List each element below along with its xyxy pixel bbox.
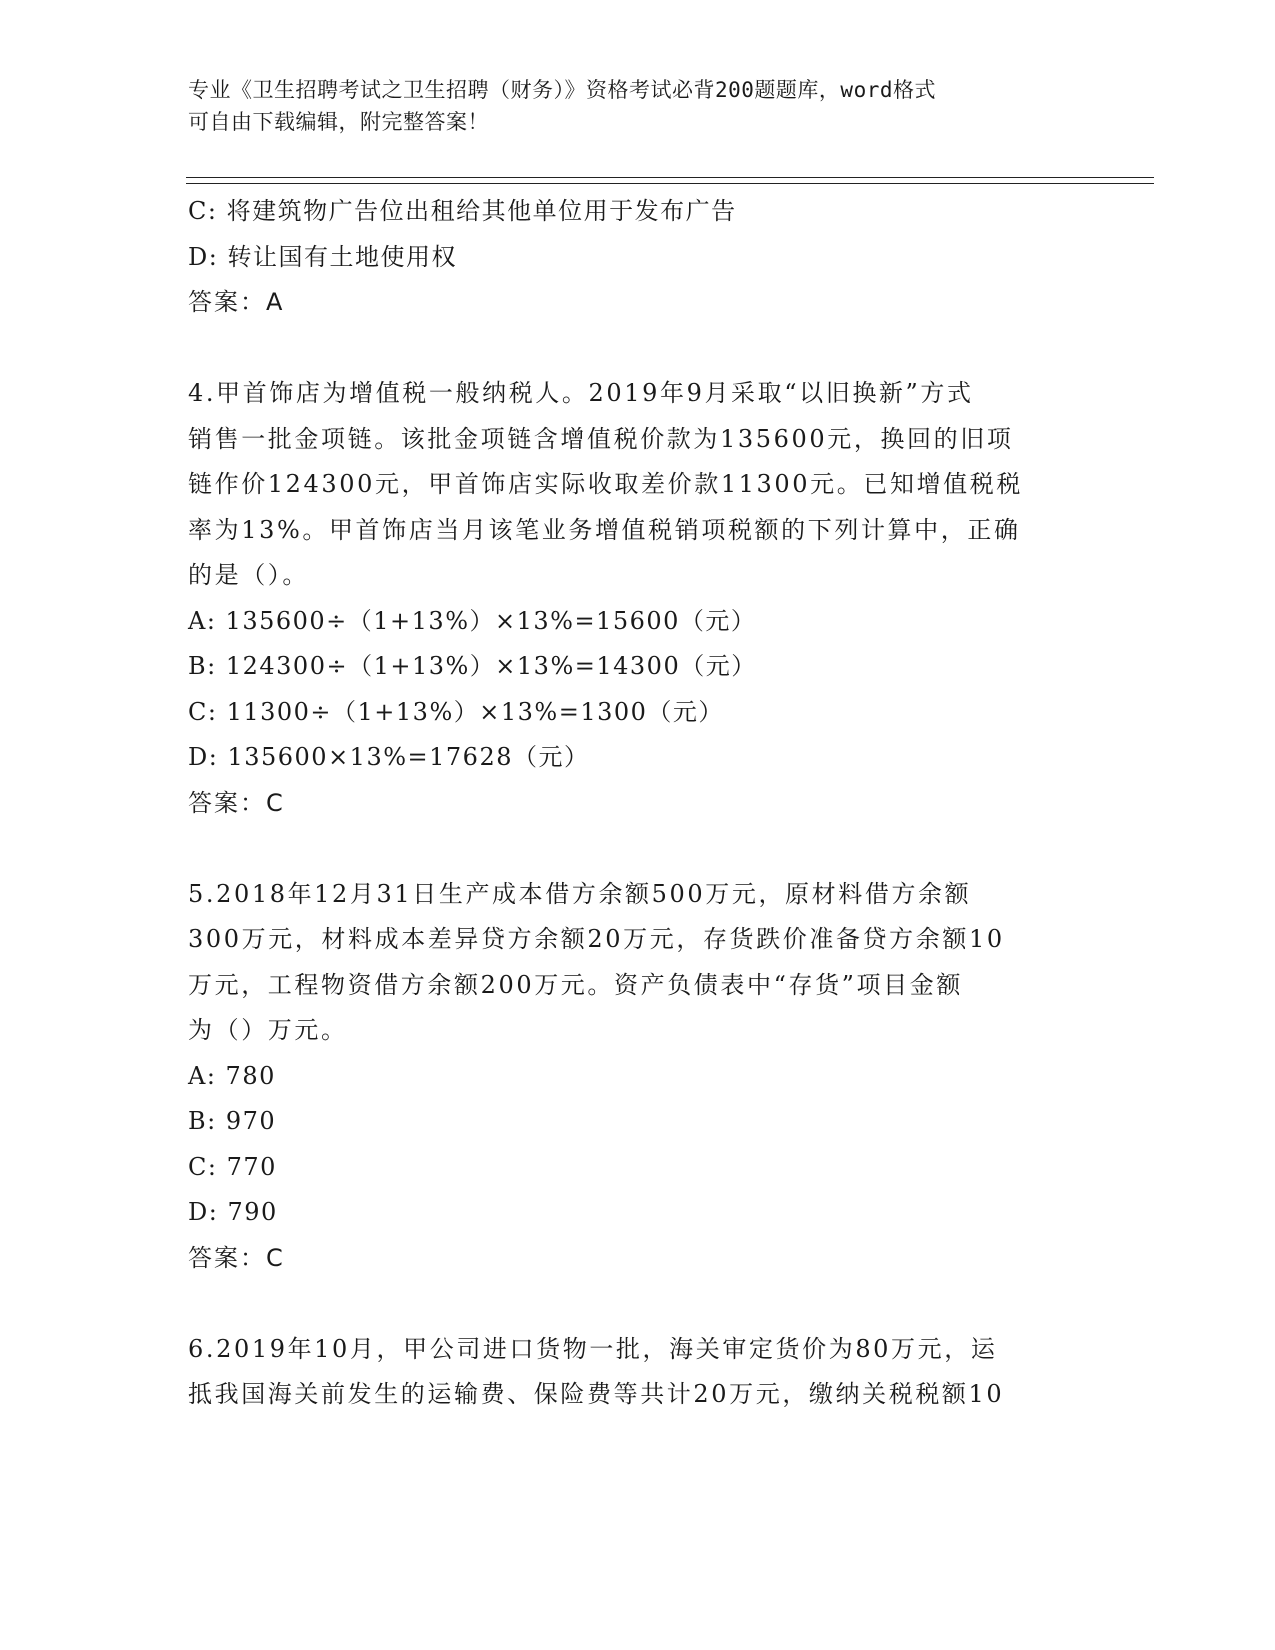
document-body (188, 189, 1088, 1418)
question-stem-line: 4.甲首饰店为增值税一般纳税人。2019年9月采取“以旧换新”方式 (188, 379, 974, 407)
question-3-tail (188, 189, 1088, 326)
question-4 (188, 371, 1088, 826)
option-a: A: 780 (188, 1061, 276, 1090)
header-divider-top (186, 177, 1154, 178)
header-title-line-1: 专业《卫生招聘考试之卫生招聘（财务）》资格考试必背200题题库，word格式 (188, 78, 936, 102)
header-divider-bottom (186, 183, 1154, 184)
question-stem-line: 率为13%。甲首饰店当月该笔业务增值税销项税额的下列计算中，正确 (188, 515, 1021, 544)
question-stem-line: 的是（）。 (188, 561, 309, 589)
option-d: D: 790 (188, 1198, 278, 1226)
spacer (188, 1281, 1088, 1327)
question-stem-line: 6.2019年10月，甲公司进口货物一批，海关审定货价为80万元，运 (188, 1334, 998, 1363)
answer-line: 答案：C (188, 788, 285, 817)
option-c: C: 770 (188, 1152, 277, 1181)
answer-line: 答案：C (188, 1243, 285, 1272)
question-6 (188, 1327, 1088, 1418)
header-title-line-2: 可自由下载编辑，附完整答案！ (188, 110, 489, 134)
question-stem-line: 5.2018年12月31日生产成本借方余额500万元，原材料借方余额 (188, 879, 972, 908)
option-a: A: 135600÷（1+13%）×13%=15600（元） (188, 606, 757, 635)
answer-line: 答案：A (188, 288, 285, 316)
document-header (188, 74, 1088, 138)
question-5 (188, 872, 1088, 1282)
option-c: C: 将建筑物广告位出租给其他单位用于发布广告 (188, 197, 737, 225)
option-b: B: 124300÷（1+13%）×13%=14300（元） (188, 652, 757, 680)
option-d: D: 135600×13%=17628（元） (188, 743, 590, 771)
question-stem-line: 300万元，材料成本差异贷方余额20万元，存货跌价准备贷方余额10 (188, 925, 1005, 953)
question-stem-line: 抵我国海关前发生的运输费、保险费等共计20万元，缴纳关税税额10 (188, 1380, 1005, 1408)
spacer (188, 826, 1088, 872)
question-stem-line: 万元，工程物资借方余额200万元。资产负债表中“存货”项目金额 (188, 970, 963, 999)
option-b: B: 970 (188, 1107, 277, 1135)
question-stem-line: 为（）万元。 (188, 1016, 348, 1044)
question-stem-line: 销售一批金项链。该批金项链含增值税价款为135600元，换回的旧项 (188, 424, 1014, 453)
spacer (188, 326, 1088, 372)
question-stem-line: 链作价124300元，甲首饰店实际收取差价款11300元。已知增值税税 (188, 470, 1023, 498)
option-c: C: 11300÷（1+13%）×13%=1300（元） (188, 697, 724, 726)
option-d: D: 转让国有土地使用权 (188, 242, 457, 271)
